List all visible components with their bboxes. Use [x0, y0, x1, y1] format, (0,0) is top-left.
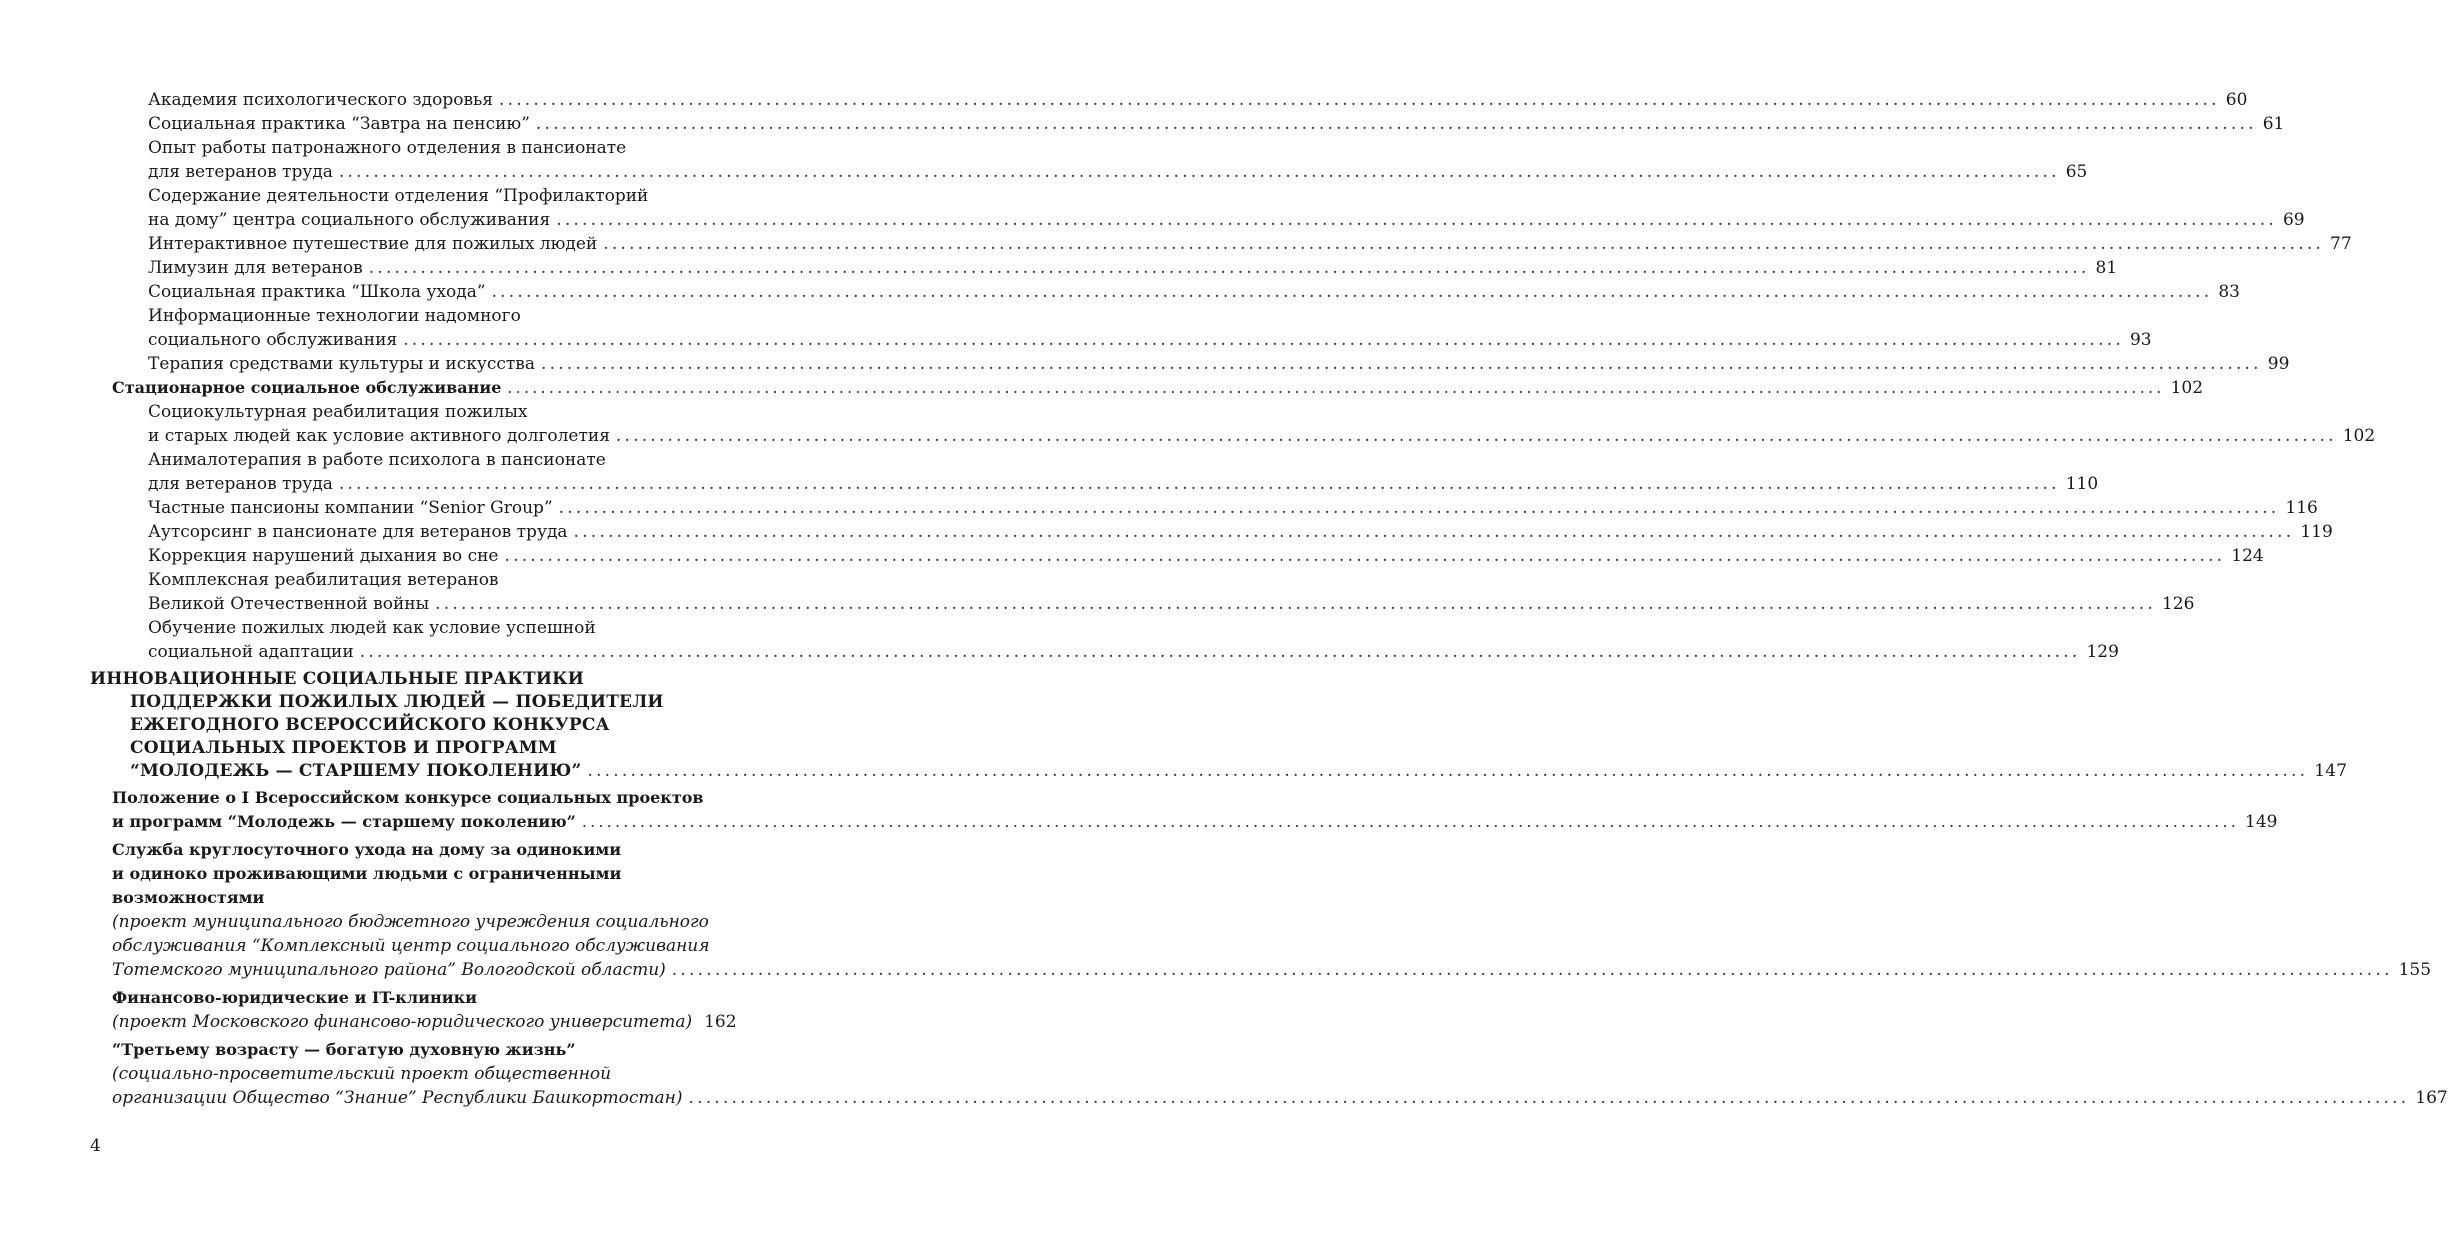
toc-entry [0, 304, 828, 328]
toc-chapter [0, 668, 828, 691]
toc-entry-title: Информационные технологии надомного [148, 306, 521, 326]
leader-dots: ........................................................................................................................................................................................................ [587, 761, 2309, 781]
leader-dots: ........................................................................................................................................................................................................ [558, 498, 2280, 518]
toc-section-continuation [0, 862, 828, 886]
toc-entry-title: социального обслуживания [148, 330, 398, 350]
toc-section-description [0, 934, 828, 958]
toc-chapter-title: ИННОВАЦИОННЫЕ СОЦИАЛЬНЫЕ ПРАКТИКИ [90, 669, 585, 689]
toc-chapter-title: ПОДДЕРЖКИ ПОЖИЛЫХ ЛЮДЕЙ — ПОБЕДИТЕЛИ [130, 692, 664, 712]
toc-page-number: 65 [2065, 162, 2088, 182]
toc-section-title: Стационарное социальное обслуживание [112, 378, 502, 397]
toc-section [0, 1038, 828, 1062]
toc-section-description-text: (проект Московского финансово-юридического университета) [112, 1012, 693, 1032]
toc-entry-continuation [0, 592, 2195, 616]
toc-entry-continuation [0, 160, 2088, 184]
toc-entry-continuation [0, 208, 2305, 232]
toc-section [0, 376, 2204, 400]
toc-section-description [0, 1086, 2448, 1110]
toc-entry [0, 568, 828, 592]
toc-entry [0, 112, 2285, 136]
toc-section-description-text: (проект муниципального бюджетного учреждения социального [112, 912, 709, 932]
leader-dots: ........................................................................................................................................................................................................ [499, 90, 2220, 110]
toc-entry [0, 232, 2352, 256]
toc-page-number: 93 [2129, 330, 2152, 350]
table-of-contents [0, 88, 2448, 1110]
toc-entry [0, 280, 2240, 304]
toc-entry-title: социальной адаптации [148, 642, 354, 662]
toc-section-description [0, 958, 2432, 982]
toc-page-number: 77 [2330, 234, 2352, 254]
toc-section-title: Финансово-юридические и IT-клиники [112, 988, 477, 1007]
toc-entry-continuation [0, 640, 2119, 664]
toc-entry [0, 136, 828, 160]
toc-entry-title: Опыт работы патронажного отделения в пансионате [148, 138, 627, 158]
leader-dots: ........................................................................................................................................................................................................ [504, 546, 2226, 566]
toc-entry-title: Обучение пожилых людей как условие успешной [148, 618, 596, 638]
toc-page-number: 83 [2218, 282, 2240, 302]
toc-entry-title: Аутсорсинг в пансионате для ветеранов труда [148, 522, 568, 542]
leader-dots: ........................................................................................................................................................................................................ [435, 594, 2156, 614]
toc-section-title: и программ “Молодежь — старшему поколению” [112, 812, 576, 831]
toc-section-title: и одиноко проживающими людьми с ограниченными [112, 864, 622, 883]
toc-page-number: 149 [2245, 812, 2278, 832]
toc-entry [0, 520, 2333, 544]
leader-dots: ........................................................................................................................................................................................................ [535, 114, 2257, 134]
toc-entry-title: Социокультурная реабилитация пожилых [148, 402, 528, 422]
toc-page-number: 81 [2095, 258, 2118, 278]
toc-entry-title: Социальная практика “Школа ухода” [148, 282, 486, 302]
toc-chapter-continuation [0, 760, 2348, 783]
toc-page-number: 129 [2086, 642, 2119, 662]
toc-entry-title: для ветеранов труда [148, 474, 333, 494]
toc-page-number: 102 [2342, 426, 2376, 446]
toc-section-description [0, 910, 828, 934]
toc-entry-title: Комплексная реабилитация ветеранов [148, 570, 499, 590]
toc-page-number: 69 [2282, 210, 2305, 230]
toc-section [0, 786, 828, 810]
toc-page-number: 119 [2300, 522, 2333, 542]
toc-entry [0, 448, 828, 472]
toc-entry-continuation [0, 472, 2099, 496]
leader-dots: ........................................................................................................................................................................................................ [615, 426, 2337, 446]
page-number: 4 [90, 1136, 101, 1156]
leader-dots: ........................................................................................................................................................................................................ [603, 234, 2325, 254]
toc-section-description [0, 1010, 828, 1034]
toc-entry [0, 256, 2118, 280]
toc-page-number: 167 [2415, 1088, 2448, 1108]
toc-entry-title: Терапия средствами культуры и искусства [148, 354, 535, 374]
toc-page-number: 147 [2314, 761, 2348, 781]
toc-entry [0, 400, 828, 424]
toc-page-number: 116 [2285, 498, 2318, 518]
leader-dots: ........................................................................................................................................................................................................ [573, 522, 2295, 542]
leader-dots: ........................................................................................................................................................................................................ [507, 378, 2165, 397]
toc-section-description-text: Тотемского муниципального района” Вологодской области) [112, 960, 666, 980]
leader-dots: ........................................................................................................................................................................................................ [581, 812, 2240, 831]
toc-page-number: 126 [2161, 594, 2195, 614]
toc-chapter-title: ЕЖЕГОДНОГО ВСЕРОССИЙСКОГО КОНКУРСА [130, 715, 610, 735]
toc-entry [0, 616, 828, 640]
leader-dots: ........................................................................................................................................................................................................ [338, 474, 2060, 494]
toc-chapter-continuation [0, 737, 828, 760]
toc-page-number: 162 [704, 1012, 737, 1032]
toc-section-description-text: организации Общество “Знание” Республики Башкортостан) [112, 1088, 683, 1108]
leader-dots: ........................................................................................................................................................................................................ [541, 354, 2262, 374]
toc-entry-title: Частные пансионы компании “Senior Group” [148, 498, 553, 518]
toc-section [0, 986, 828, 1010]
leader-dots: ........................................................................................................................................................................................................ [359, 642, 2081, 662]
toc-entry-title: Коррекция нарушений дыхания во сне [148, 546, 499, 566]
toc-section-continuation [0, 810, 2278, 834]
toc-page-number: 124 [2231, 546, 2264, 566]
toc-section-title: “Третьему возрасту — богатую духовную жизнь” [112, 1040, 576, 1059]
leader-dots: ........................................................................................................................................................................................................ [491, 282, 2213, 302]
toc-section-title: Служба круглосуточного ухода на дому за одинокими [112, 840, 622, 859]
toc-page-number: 102 [2170, 378, 2204, 398]
toc-entry [0, 544, 2264, 568]
toc-entry-title: Интерактивное путешествие для пожилых людей [148, 234, 598, 254]
toc-entry-title: Анималотерапия в работе психолога в пансионате [148, 450, 606, 470]
toc-entry-title: для ветеранов труда [148, 162, 333, 182]
toc-page-number: 110 [2065, 474, 2099, 494]
toc-chapter-title: “МОЛОДЕЖЬ — СТАРШЕМУ ПОКОЛЕНИЮ” [130, 761, 582, 781]
toc-entry-title: Лимузин для ветеранов [148, 258, 363, 278]
toc-entry-continuation [0, 328, 2152, 352]
toc-page-number: 155 [2398, 960, 2432, 980]
leader-dots: ........................................................................................................................................................................................................ [338, 162, 2060, 182]
toc-page-number: 99 [2267, 354, 2290, 374]
toc-chapter-continuation [0, 691, 828, 714]
toc-entry-title: Великой Отечественной войны [148, 594, 430, 614]
toc-entry-title: Содержание деятельности отделения “Профилакторий [148, 186, 649, 206]
leader-dots: ........................................................................................................................................................................................................ [671, 960, 2393, 980]
toc-entry-title: Социальная практика “Завтра на пенсию” [148, 114, 530, 134]
toc-entry-title: и старых людей как условие активного долголетия [148, 426, 610, 446]
toc-section-title: Положение о I Всероссийском конкурсе социальных проектов [112, 788, 704, 807]
toc-entry [0, 88, 2248, 112]
toc-entry [0, 184, 828, 208]
leader-dots: ........................................................................................................................................................................................................ [688, 1088, 2410, 1108]
toc-chapter-continuation [0, 714, 828, 737]
leader-dots: ........................................................................................................................................................................................................ [403, 330, 2124, 350]
toc-entry-title: Академия психологического здоровья [148, 90, 493, 110]
toc-section-description [0, 1062, 828, 1086]
toc-section-description-text: (социально-просветительский проект общественной [112, 1064, 612, 1084]
toc-section [0, 838, 828, 862]
toc-entry-continuation [0, 424, 2376, 448]
toc-section-continuation [0, 886, 828, 910]
toc-section-description-text: обслуживания “Комплексный центр социального обслуживания [112, 936, 710, 956]
toc-section-title: возможностями [112, 888, 265, 907]
toc-entry [0, 496, 2318, 520]
toc-entry [0, 352, 2290, 376]
leader-dots: ........................................................................................................................................................................................................ [556, 210, 2277, 230]
leader-dots: ........................................................................................................................................................................................................ [368, 258, 2090, 278]
toc-chapter-title: СОЦИАЛЬНЫХ ПРОЕКТОВ И ПРОГРАММ [130, 738, 557, 758]
toc-page-number: 61 [2262, 114, 2285, 134]
toc-entry-title: на дому” центра социального обслуживания [148, 210, 551, 230]
toc-page-number: 60 [2225, 90, 2248, 110]
